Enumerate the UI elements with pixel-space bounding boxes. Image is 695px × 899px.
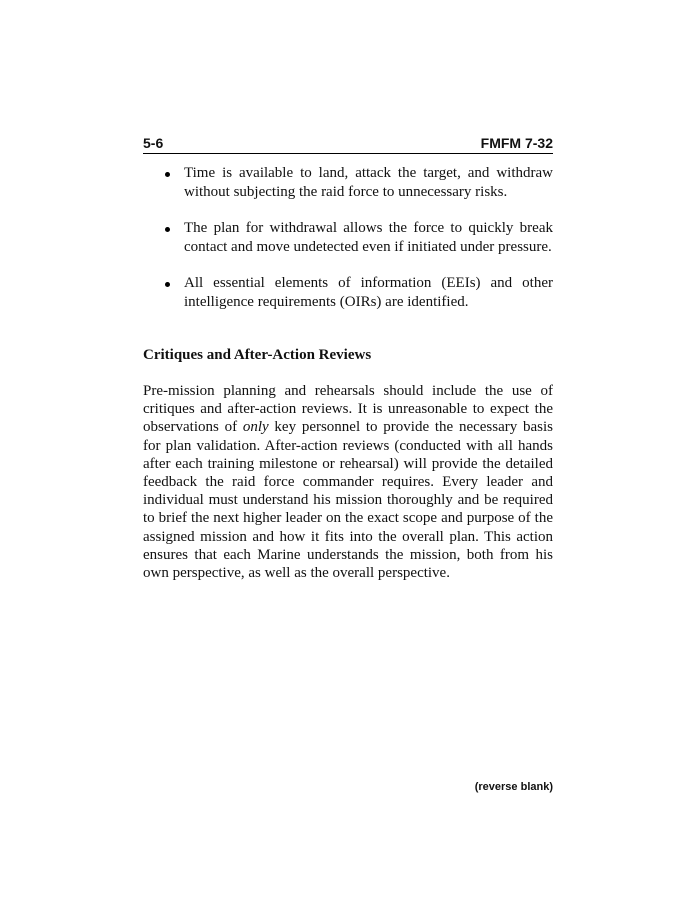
- bullet-text: The plan for withdrawal allows the force to quickly break contact and move undetected even if initiated under pressure.: [184, 220, 553, 255]
- paragraph-text-start: Pre-mission planning and rehearsals should include the use of critiques and after-action reviews. It is unreasonable to expect the observations of: [143, 383, 553, 436]
- bullet-dot-icon: [165, 227, 170, 232]
- bullet-item: [143, 164, 553, 202]
- paragraph-text-end: key personnel to provide the necessary basis for plan validation. After-action reviews (conducted with all hands after each training milestone or rehearsal) will provide the detailed feedback the raid force commander requires. Every leader and individual must understand his mission thoroughly and be required to brief the next higher leader on the exact scope and purpose of the assigned mission and how it fits into the overall plan. This action ensures that each Marine understands the mission, both from his own perspective, as well as the overall perspective.: [143, 419, 553, 582]
- reverse-blank-note: (reverse blank): [474, 781, 553, 793]
- page-number: 5-6: [143, 135, 164, 151]
- bullet-item: [143, 274, 553, 312]
- bullet-item: [143, 219, 553, 257]
- bullet-list: [143, 164, 553, 329]
- document-id: FMFM 7-32: [480, 135, 553, 151]
- bullet-dot-icon: [165, 172, 170, 177]
- body-paragraph: [143, 382, 553, 582]
- bullet-text: Time is available to land, attack the target, and withdraw without subjecting the raid force to unnecessary risks.: [184, 165, 553, 200]
- bullet-dot-icon: [165, 282, 170, 287]
- emphasis-text: only: [242, 419, 269, 436]
- page-header: [143, 135, 553, 154]
- section-heading: Critiques and After-Action Reviews: [143, 347, 372, 363]
- bullet-text: All essential elements of information (EEIs) and other intelligence requirements (OIRs) are identified.: [184, 275, 553, 310]
